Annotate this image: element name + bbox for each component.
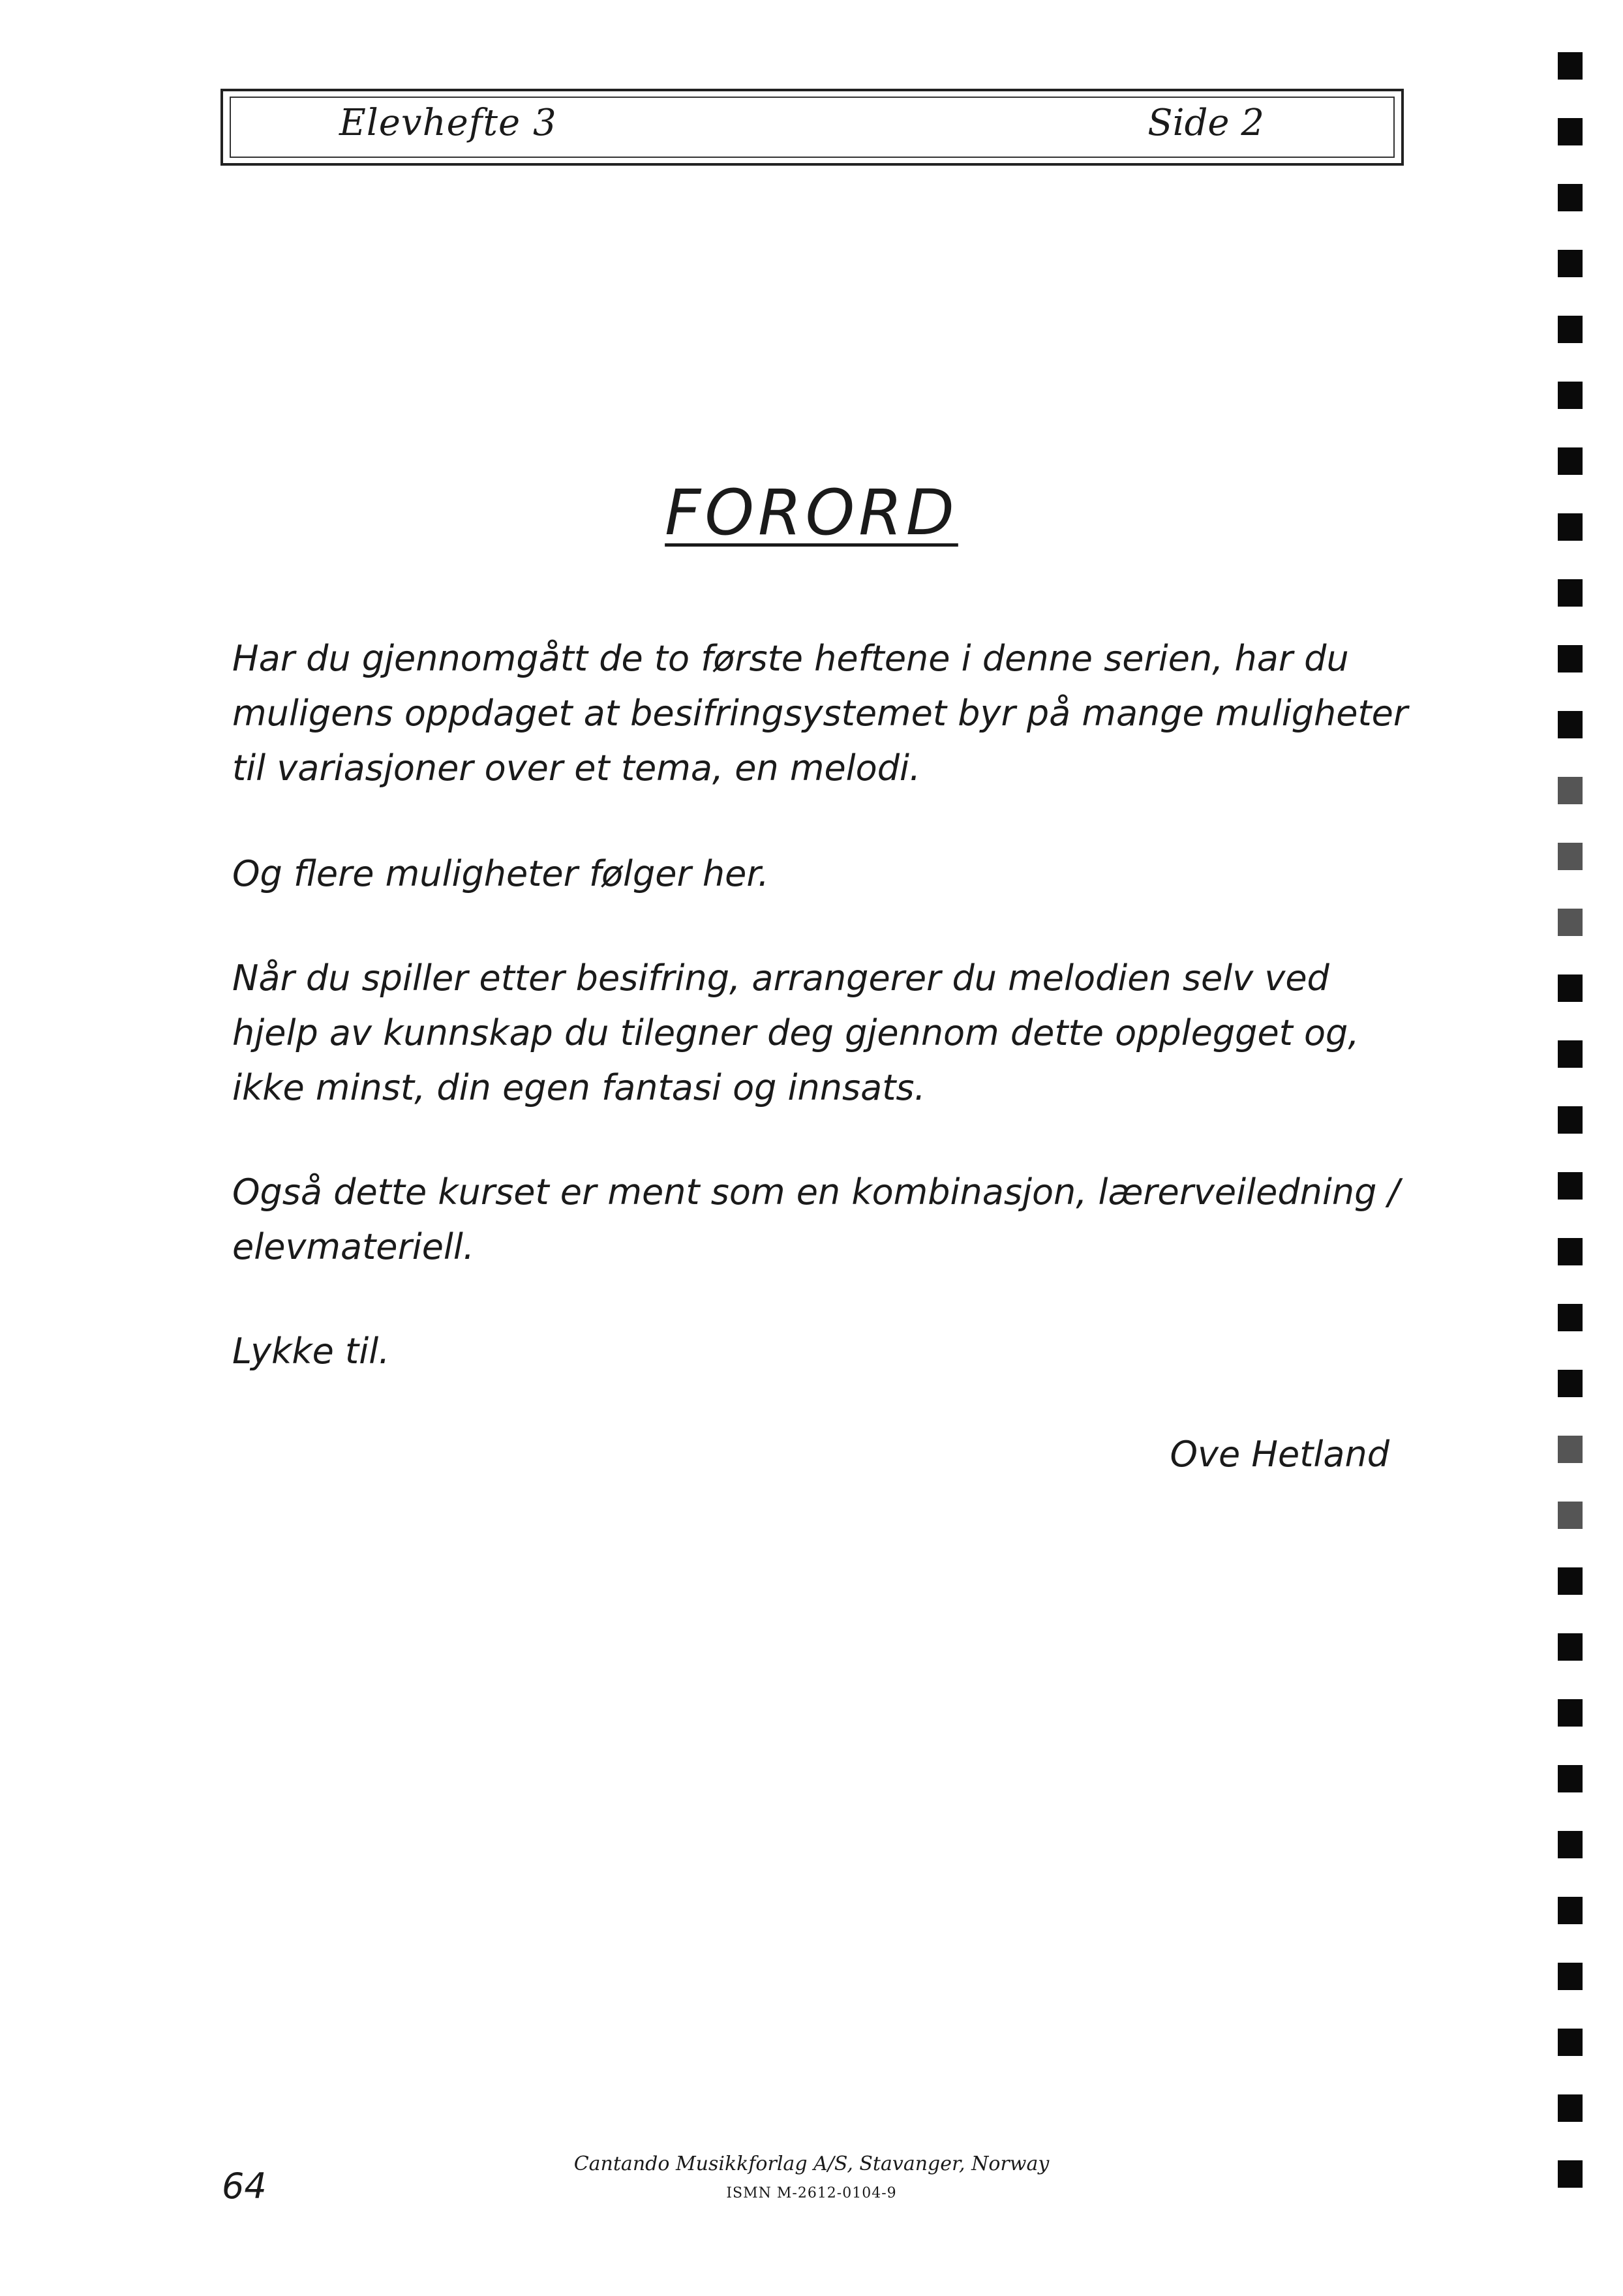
binding-mark — [1558, 447, 1583, 475]
binding-mark — [1558, 1831, 1583, 1858]
paragraph-intro: Har du gjennomgått de to første heftene i denne serien, har du muligens oppdaget at besifringsystemet byr på mange muligheter til variasjoner over et tema, en melodi. — [232, 638, 1408, 789]
binding-mark — [1558, 1370, 1583, 1397]
binding-mark — [1558, 118, 1583, 145]
binding-mark — [1558, 382, 1583, 409]
binding-mark — [1558, 2029, 1583, 2056]
binding-mark — [1558, 711, 1583, 738]
binding-mark — [1558, 909, 1583, 936]
header-frame — [220, 89, 1404, 166]
binding-mark — [1558, 1172, 1583, 1200]
binding-mark — [1558, 1765, 1583, 1792]
binding-mark — [1558, 250, 1583, 277]
binding-mark — [1558, 1963, 1583, 1990]
binding-mark — [1558, 1106, 1583, 1134]
binding-mark — [1558, 777, 1583, 804]
binding-mark — [1558, 1304, 1583, 1331]
header-page-label: Side 2 — [1147, 102, 1264, 144]
binding-mark — [1558, 316, 1583, 343]
binding-mark — [1558, 843, 1583, 870]
page-title: FORORD — [665, 476, 958, 549]
binding-mark — [1558, 1633, 1583, 1661]
header-booklet-label: Elevhefte 3 — [339, 102, 557, 144]
binding-mark — [1558, 52, 1583, 80]
binding-mark — [1558, 1436, 1583, 1463]
binding-mark — [1558, 1238, 1583, 1265]
binding-mark — [1558, 184, 1583, 211]
binding-mark — [1558, 513, 1583, 541]
binding-mark — [1558, 974, 1583, 1002]
author-signature: Ove Hetland — [1170, 1434, 1389, 1475]
binding-mark — [1558, 2160, 1583, 2188]
paragraph-more: Og flere muligheter følger her. — [232, 853, 769, 894]
binding-mark — [1558, 2094, 1583, 2122]
binding-mark — [1558, 1567, 1583, 1595]
footer-ismn: ISMN M-2612-0104-9 — [726, 2185, 897, 2201]
page-number: 64 — [222, 2166, 267, 2207]
binding-mark — [1558, 1699, 1583, 1727]
binding-mark — [1558, 1502, 1583, 1529]
paragraph-course: Også dette kurset er ment som en kombinasjon, lærerveiledning / elevmateriell. — [232, 1171, 1400, 1267]
binding-mark — [1558, 1040, 1583, 1068]
paragraph-good-luck: Lykke til. — [232, 1331, 390, 1372]
binding-mark — [1558, 1897, 1583, 1924]
paragraph-arranging: Når du spiller etter besifring, arrangerer du melodien selv ved hjelp av kunnskap du tilegner deg gjennom dette opplegget og, ikke minst, din egen fantasi og innsats. — [232, 958, 1359, 1108]
binding-mark — [1558, 645, 1583, 672]
binding-marks — [1558, 52, 1584, 2270]
binding-mark — [1558, 579, 1583, 607]
footer-publisher: Cantando Musikkforlag A/S, Stavanger, Norway — [573, 2152, 1050, 2175]
